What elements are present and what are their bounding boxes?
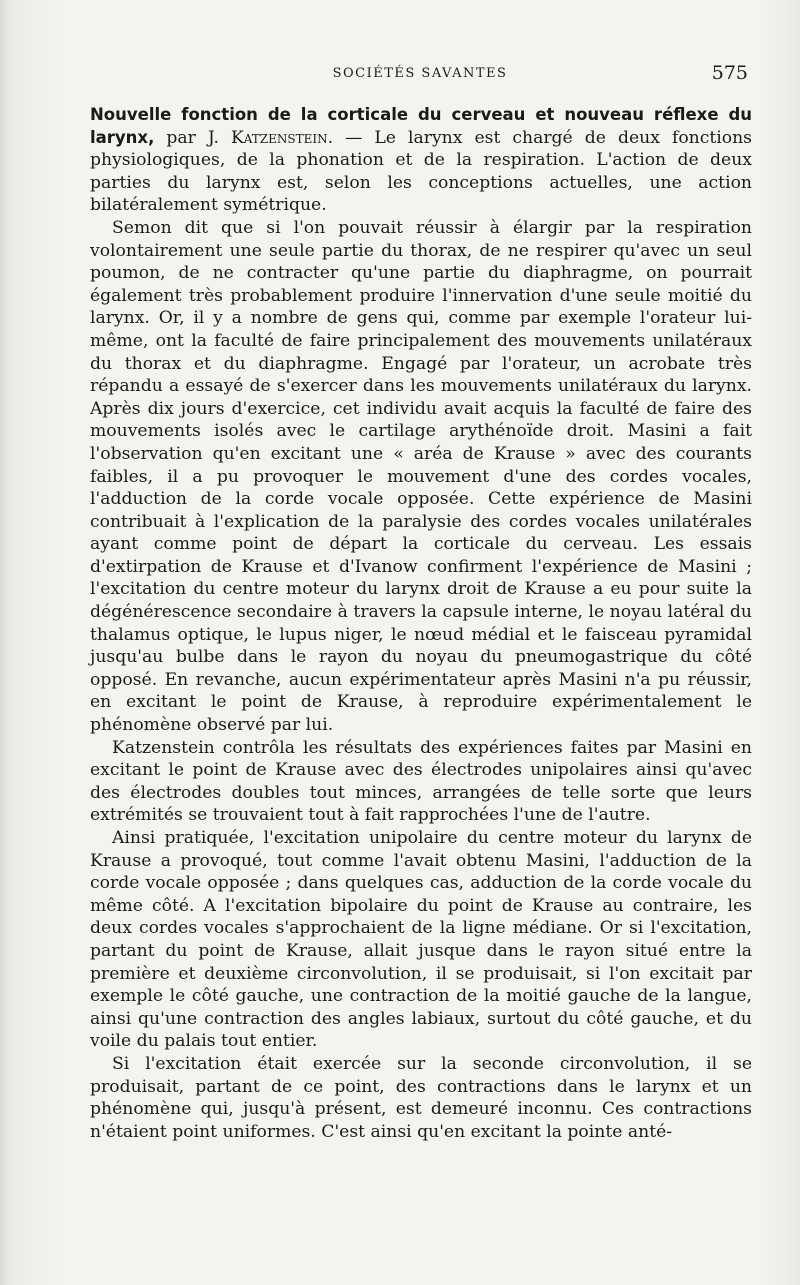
article-body: [90, 104, 752, 1143]
paragraph-katzenstein: Katzenstein contrôla les résultats des expériences faites par Masini en excitant le point de Krause avec des électrodes unipolaires ainsi qu'avec des électrodes doubles tout minces, arrangées de telle sorte que leurs extrémités se trouvaient tout à fait rapprochées l'une de l'autre.: [90, 737, 752, 826]
running-head: SOCIÉTÉS SAVANTES: [332, 66, 508, 81]
byline-prefix: par J.: [154, 127, 231, 148]
paragraph-second-circonvolution: Si l'excitation était exercée sur la seconde circonvolution, il se produisait, partant de ce point, des contractions dans le larynx et un phénomène qui, jusqu'à présent, est demeuré inconnu. Ces contractions n'étaient point uniformes. C'est ainsi qu'en excitant la pointe anté-: [90, 1053, 752, 1142]
paragraph-semon: Semon dit que si l'on pouvait réussir à élargir par la respiration volontairement une seule partie du thorax, de ne respirer qu'avec un seul poumon, de ne contracter qu'une partie du diaphragme, on pourrait également très probablement produire l'innervation d'une seule moitié du larynx. Or, il y a nombre de gens qui, comme par exemple l'orateur lui-même, ont la faculté de faire principalement des mouvements unilatéraux du thorax et du diaphragme. Engagé par l'orateur, un acrobate très répandu a essayé de s'exercer dans les mouvements unilatéraux du larynx. Après dix jours d'exercice, cet individu avait acquis la faculté de faire des mouvements isolés avec le cartilage arythénoïde droit. Masini a fait l'observation qu'en excitant une « aréa de Krause » avec des courants faibles, il a pu provoquer le mouvement d'une des cordes vocales, l'adduction de la corde vocale opposée. Cette expérience de Masini contribuait à l'explication de la paralysie des cordes vocales unilatérales ayant comme point de départ la corticale du cerveau. Les essais d'extirpation de Krause et d'Ivanow confirment l'expérience de Masini ; l'excitation du centre moteur du larynx droit de Krause a eu pour suite la dégénérescence secondaire à travers la capsule interne, le noyau latéral du thalamus optique, le lupus niger, le nœud médial et le faisceau pyramidal jusqu'au bulbe dans le rayon du noyau du pneumogastrique du côté opposé. En revanche, aucun expérimentateur après Masini n'a pu réussir, en excitant le point de Krause, à reproduire expérimentalement le phénomène observé par lui.: [90, 217, 752, 736]
paragraph-excitation: Ainsi pratiquée, l'excitation unipolaire du centre moteur du larynx de Krause a provoqué, tout comme l'avait obtenu Masini, l'adduction de la corde vocale opposée ; dans quelques cas, adduction de la corde vocale du même côté. A l'excitation bipolaire du point de Krause au contraire, les deux cordes vocales s'approchaient de la ligne médiane. Or si l'excitation, partant du point de Krause, allait jusque dans le rayon situé entre la première et deuxième circonvolution, il se produisait, si l'on excitait par exemple le côté gauche, une contraction de la moitié gauche de la langue, ainsi qu'une contraction des angles labiaux, surtout du côté gauche, et du voile du palais tout entier.: [90, 828, 752, 1052]
intro-text: . — Le larynx est chargé de deux fonctions physiologiques, de la phonation et de la respiration. L'action de deux parties du larynx est, selon les conceptions actuelles, une action bilatéralement symétrique.: [90, 127, 753, 216]
article-intro-paragraph: [90, 104, 752, 217]
author-name: Katzenstein: [230, 127, 328, 148]
article-title: Nouvelle fonction de la corticale du cerveau et nouveau réflexe du larynx,: [90, 105, 752, 147]
page-number: 575: [711, 62, 748, 84]
page-header: [90, 62, 750, 90]
